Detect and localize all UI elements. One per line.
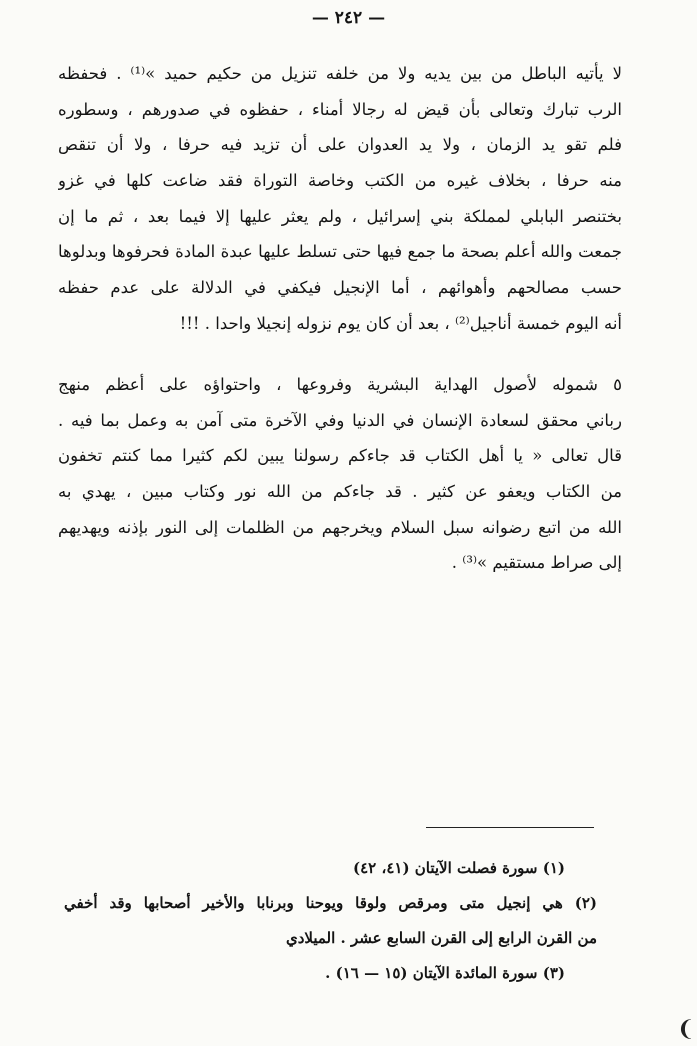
footnote-2: (٢) هي إنجيل متى ومرقص ولوقا ويوحنا وبرنابا والأخير أصحابها وقد أخفي (64, 894, 597, 912)
footnote-3: (٣) سورة المائدة الآيتان (١٥ — ١٦) . (325, 964, 565, 982)
text-line: الرب تبارك وتعالى بأن قيض له رجالا أمناء ، حفظوه في صدورهم ، وسطوره (58, 99, 622, 119)
footnote-1: (١) سورة فصلت الآيتان (٤١، ٤٢) (353, 859, 565, 877)
text-line: جمعت والله أعلم بصحة ما جمع فيها حتى تسلط عليها عبدة المادة فحرفوها وبدلوها (58, 242, 622, 262)
text-line: لا يأتيه الباطل من بين يديه ولا من خلفه تنزيل من حكيم حميد »⁽¹⁾ . فحفظه (58, 64, 622, 83)
text-line: أنه اليوم خمسة أناجيل⁽²⁾ ، بعد أن كان يوم نزوله إنجيلا واحدا . !!! (179, 313, 622, 333)
text-line: بختنصر البابلي لمملكة بني إسرائيل ، ولم يعثر عليها إلا فيما بعد ، ثم ما إن (58, 206, 622, 226)
text-line: إلى صراط مستقيم »⁽³⁾ . (451, 553, 622, 573)
text-line: ٥ شموله لأصول الهداية البشرية وفروعها ، واحتواؤه على أعظم منهج (58, 375, 622, 394)
page-number: — ٢٤٢ — (311, 8, 386, 28)
footnotes (64, 851, 597, 991)
text-line: حسب مصالحهم وأهوائهم ، أما الإنجيل فيكفي في الدلالة على عدم حفظه (58, 278, 622, 298)
text-line: من الكتاب ويعفو عن كثير . قد جاءكم من الله نور وكتاب مبين ، يهدي به (58, 482, 622, 502)
page-corner-mark: ❨ (676, 1017, 695, 1042)
text-line: الله من اتبع رضوانه سبل السلام ويخرجهم من الظلمات إلى النور بإذنه ويهديهم (58, 517, 622, 537)
footnote-2-continued: من القرن الرابع إلى القرن السابع عشر . الميلادي (285, 929, 597, 947)
footnote-divider (426, 827, 594, 828)
text-line: منه حرفا ، بخلاف غيره من الكتب وخاصة التوراة فقد ضاعت كلها في غزو (58, 171, 622, 191)
text-line: قال تعالى « يا أهل الكتاب قد جاءكم رسولنا يبين لكم كثيرا مما كنتم تخفون (58, 446, 622, 466)
paragraph-quran-preservation (58, 56, 622, 342)
paragraph-guidance (58, 367, 622, 581)
text-line: رباني محقق لسعادة الإنسان في الدنيا وفي الآخرة متى آمن به وعمل بما فيه . (58, 410, 622, 430)
text-line: فلم تقو يد الزمان ، ولا يد العدوان على أن تزيد فيه حرفا ، ولا أن تنقص (58, 135, 622, 155)
